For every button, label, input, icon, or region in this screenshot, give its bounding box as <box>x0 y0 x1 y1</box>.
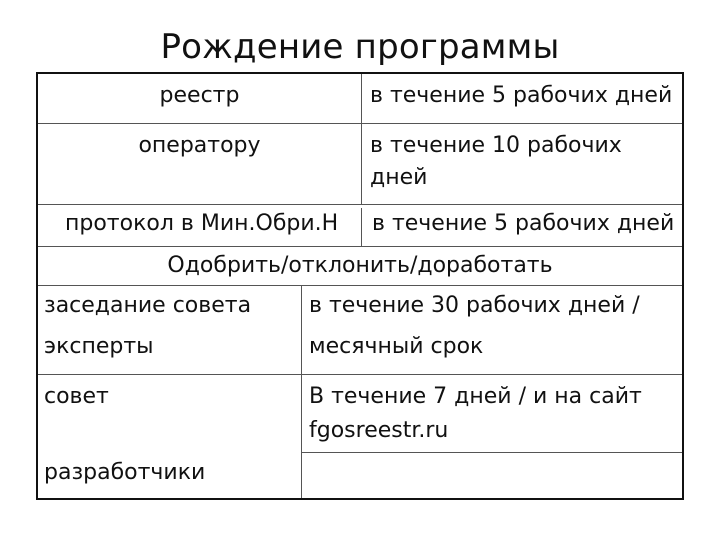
page-title: Рождение программы <box>160 27 560 67</box>
decision-row: Одобрить/отклонить/доработать <box>167 253 553 278</box>
experts-label: эксперты <box>44 334 154 359</box>
row-divider <box>38 204 682 205</box>
council-meeting-term-line2: месячный срок <box>309 334 484 359</box>
operator-term-line1: в течение 10 рабочих <box>370 133 622 158</box>
column-divider <box>361 74 362 205</box>
column-divider <box>361 208 362 246</box>
protocol-term: в течение 5 рабочих дней <box>372 211 675 236</box>
council-meeting-label: заседание совета <box>44 293 252 318</box>
council-label: совет <box>44 384 109 409</box>
row-divider <box>38 374 682 375</box>
row-divider <box>38 285 682 286</box>
row-divider <box>38 246 682 247</box>
registry-label: реестр <box>159 83 240 108</box>
column-divider <box>301 285 302 498</box>
council-term-line2: fgosreestr.ru <box>309 418 449 443</box>
council-meeting-term-line1: в течение 30 рабочих дней / <box>309 293 640 318</box>
operator-label: оператору <box>138 133 261 158</box>
registry-term: в течение 5 рабочих дней <box>370 83 673 108</box>
operator-term-line2: дней <box>370 165 428 190</box>
protocol-label: протокол в Мин.Обри.Н <box>65 211 339 236</box>
council-term-line1: В течение 7 дней / и на сайт <box>309 384 642 409</box>
developers-label: разработчики <box>44 460 206 485</box>
row-divider <box>38 123 682 124</box>
process-table <box>36 72 684 500</box>
row-divider <box>301 452 682 453</box>
